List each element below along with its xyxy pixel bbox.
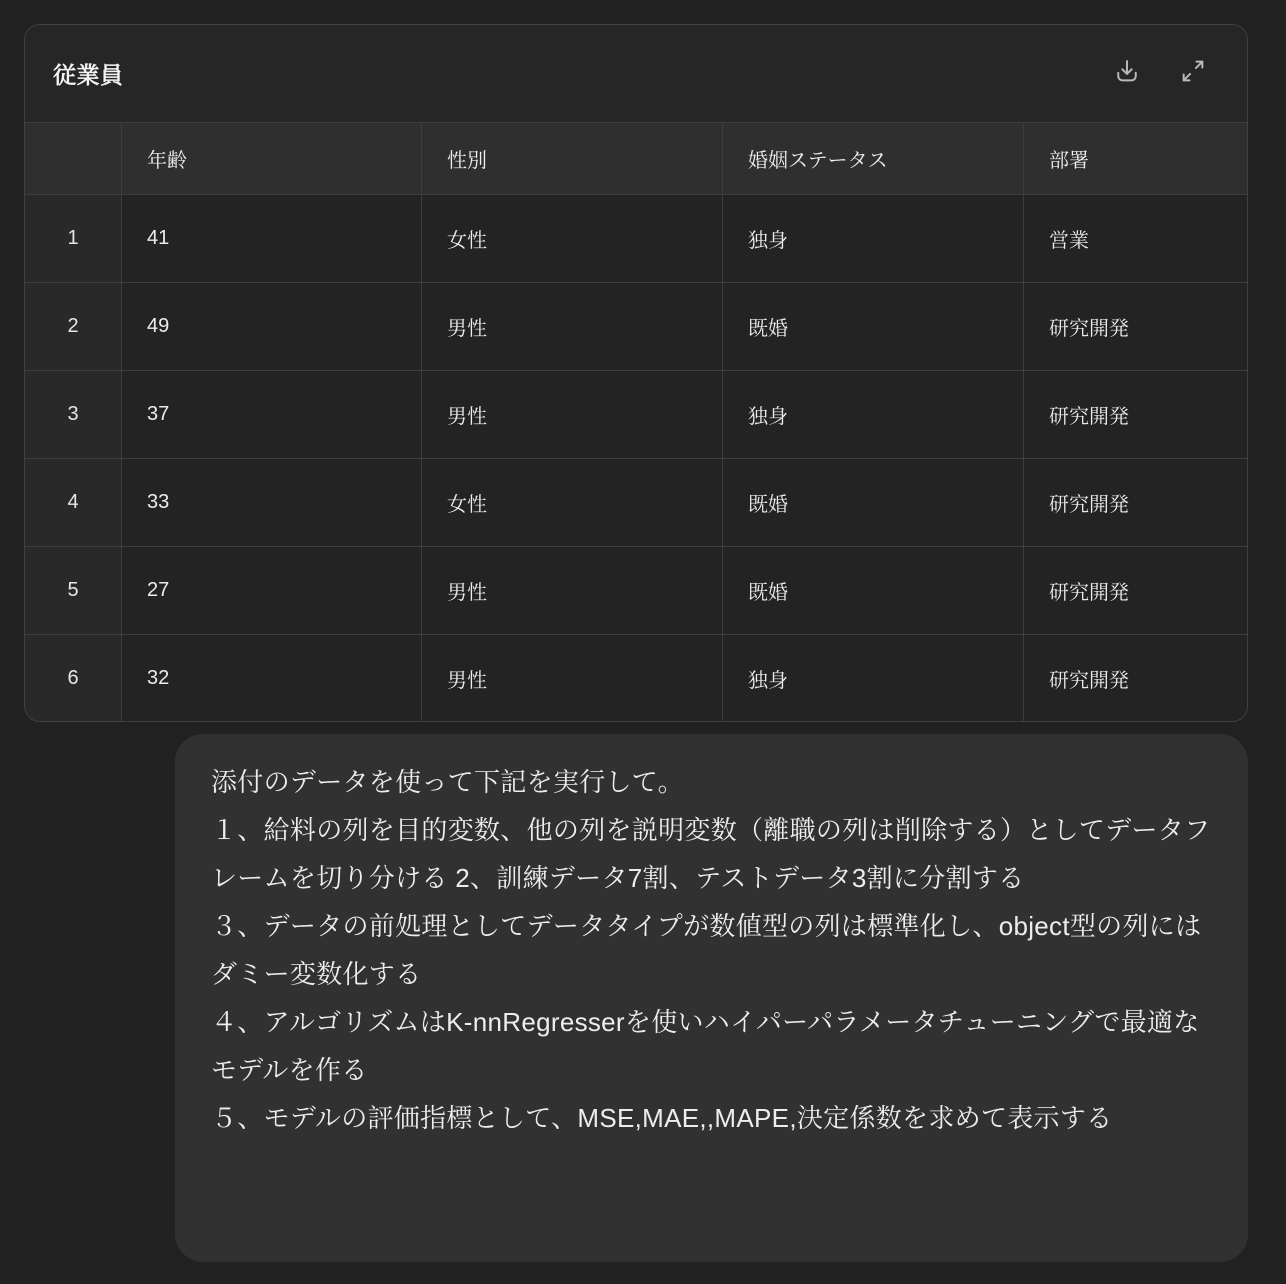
- column-header-marital-status: 婚姻ステータス: [723, 123, 1023, 194]
- user-message-paragraph: ４、アルゴリズムはK-nnRegresserを使いハイパーパラメータチューニングで最適なモデルを作る: [211, 1007, 1200, 1085]
- table-cell: 男性: [422, 547, 722, 634]
- row-index: 1: [25, 195, 121, 282]
- column-header-gender: 性別: [422, 123, 722, 194]
- table-cell: 女性: [422, 195, 722, 282]
- card-title: 従業員: [53, 62, 124, 88]
- table-cell: 女性: [422, 459, 722, 546]
- row-index: 6: [25, 635, 121, 722]
- table-cell: 研究開発: [1024, 547, 1247, 634]
- table-cell: 独身: [723, 371, 1023, 458]
- table-cell: 独身: [723, 195, 1023, 282]
- table-cell: 既婚: [723, 459, 1023, 546]
- expand-button[interactable]: [1179, 60, 1207, 88]
- table-cell: 男性: [422, 371, 722, 458]
- employee-table: [25, 122, 1247, 722]
- table-cell: 独身: [723, 635, 1023, 722]
- table-corner-cell: [25, 123, 121, 194]
- table-cell: 研究開発: [1024, 371, 1247, 458]
- download-icon: [1113, 57, 1141, 90]
- row-index: 3: [25, 371, 121, 458]
- table-cell: 研究開発: [1024, 459, 1247, 546]
- table-cell: 男性: [422, 635, 722, 722]
- table-cell: 研究開発: [1024, 635, 1247, 722]
- user-message-bubble: [175, 734, 1248, 1262]
- user-message-paragraph: 添付のデータを使って下記を実行して。: [211, 767, 684, 797]
- table-cell: 32: [122, 635, 421, 722]
- row-index: 5: [25, 547, 121, 634]
- table-cell: 27: [122, 547, 421, 634]
- table-cell: 37: [122, 371, 421, 458]
- user-message-paragraph: ５、モデルの評価指標として、MSE,MAE,,MAPE,決定係数を求めて表示する: [211, 1103, 1113, 1133]
- user-message-paragraph: １、給料の列を目的変数、他の列を説明変数（離職の列は削除する）としてデータフレームを切り分ける 2、訓練データ7割、テストデータ3割に分割する: [211, 815, 1211, 893]
- employee-table-card: [24, 24, 1248, 722]
- download-button[interactable]: [1113, 60, 1141, 88]
- user-message-paragraph: ３、データの前処理としてデータタイプが数値型の列は標準化し、object型の列にはダミー変数化する: [211, 911, 1202, 989]
- table-cell: 33: [122, 459, 421, 546]
- table-cell: 既婚: [723, 283, 1023, 370]
- card-header: [25, 25, 1247, 122]
- card-actions: [1113, 60, 1207, 88]
- expand-icon: [1179, 57, 1207, 90]
- row-index: 4: [25, 459, 121, 546]
- table-cell: 既婚: [723, 547, 1023, 634]
- row-index: 2: [25, 283, 121, 370]
- table-cell: 49: [122, 283, 421, 370]
- table-cell: 営業: [1024, 195, 1247, 282]
- table-cell: 41: [122, 195, 421, 282]
- table-cell: 男性: [422, 283, 722, 370]
- column-header-department: 部署: [1024, 123, 1247, 194]
- table-cell: 研究開発: [1024, 283, 1247, 370]
- column-header-age: 年齢: [122, 123, 421, 194]
